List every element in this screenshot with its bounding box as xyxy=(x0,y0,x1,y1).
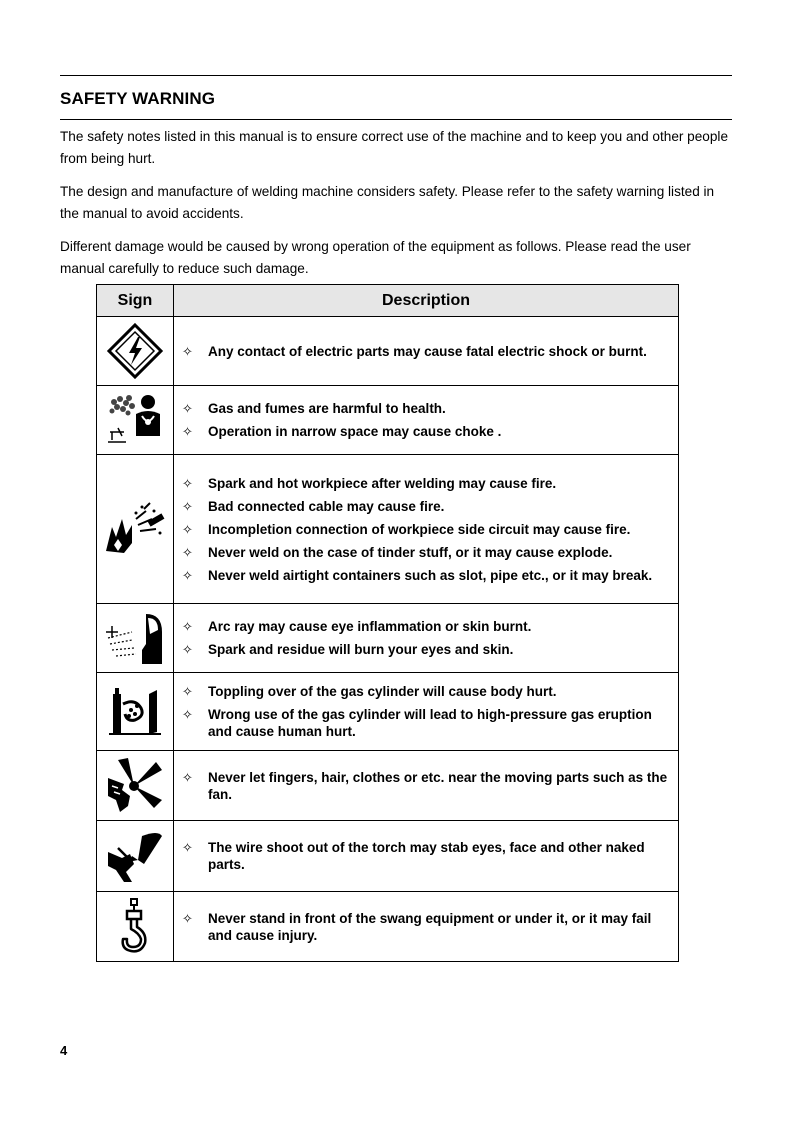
list-item: ✧ Spark and hot workpiece after welding may cause fire. xyxy=(182,475,557,491)
sign-column-header: Sign xyxy=(97,285,174,317)
page-number: 4 xyxy=(60,1043,68,1058)
bullet-icon: ✧ xyxy=(182,619,193,634)
bullet-icon: ✧ xyxy=(182,684,193,699)
table-row xyxy=(97,386,679,455)
intro-paragraph-2: The design and manufacture of welding machine considers safety. Please refer to the safety warning listed in the manual to avoid accidents. xyxy=(60,184,715,221)
list-item: ✧ Operation in narrow space may cause choke . xyxy=(182,424,502,439)
page-title: SAFETY WARNING xyxy=(60,89,216,108)
sign-cell xyxy=(97,673,174,751)
description-cell xyxy=(174,821,679,892)
intro-paragraph-3: Different damage would be caused by wrong operation of the equipment as follows. Please read the user manual carefully to reduce such damage. xyxy=(60,239,691,276)
sign-cell xyxy=(97,821,174,892)
sign-cell xyxy=(97,386,174,455)
sign-cell xyxy=(97,751,174,821)
crane-hook-icon xyxy=(115,897,155,957)
bullet-icon: ✧ xyxy=(182,401,193,416)
bullet-icon: ✧ xyxy=(182,840,193,855)
description-cell xyxy=(174,892,679,962)
list-item: ✧ Incompletion connection of workpiece side circuit may cause fire. xyxy=(182,521,631,537)
moving-parts-icon xyxy=(104,756,166,816)
safety-table xyxy=(96,284,679,962)
fumes-icon xyxy=(104,392,166,448)
arc-ray-icon xyxy=(102,610,168,666)
bullet-icon: ✧ xyxy=(182,521,193,537)
list-item: ✧ Gas and fumes are harmful to health. xyxy=(182,401,446,416)
electric-shock-icon xyxy=(107,323,163,379)
list-item: ✧ Any contact of electric parts may cause fatal electric shock or burnt. xyxy=(182,343,647,359)
sign-cell xyxy=(97,317,174,386)
table-row xyxy=(97,751,679,821)
description-cell xyxy=(174,751,679,821)
bullet-icon: ✧ xyxy=(182,769,193,785)
description-cell xyxy=(174,317,679,386)
table-row xyxy=(97,317,679,386)
list-item: ✧ Spark and residue will burn your eyes and skin. xyxy=(182,642,514,657)
description-cell xyxy=(174,455,679,604)
list-item: ✧ Never let fingers, hair, clothes or etc. near the moving parts such as the fan. xyxy=(182,769,668,802)
wire-torch-icon xyxy=(104,828,166,884)
sign-cell xyxy=(97,892,174,962)
description-column-header: Description xyxy=(174,285,679,317)
intro-paragraph-1: The safety notes listed in this manual is to ensure correct use of the machine and to keep you and other people from being hurt. xyxy=(60,129,729,166)
description-cell xyxy=(174,673,679,751)
bullet-icon: ✧ xyxy=(182,475,193,491)
bullet-icon: ✧ xyxy=(182,424,193,439)
table-header-row xyxy=(97,285,679,317)
list-item: ✧ Arc ray may cause eye inflammation or skin burnt. xyxy=(182,619,532,634)
bullet-icon: ✧ xyxy=(182,642,193,657)
bullet-icon: ✧ xyxy=(182,343,193,359)
list-item: ✧ Toppling over of the gas cylinder will cause body hurt. xyxy=(182,684,557,699)
bullet-icon: ✧ xyxy=(182,544,193,560)
description-cell xyxy=(174,604,679,673)
bullet-icon: ✧ xyxy=(182,567,193,583)
gas-cylinder-icon xyxy=(105,684,165,740)
list-item: ✧ Wrong use of the gas cylinder will lead to high-pressure gas eruption and cause human hurt. xyxy=(182,707,652,739)
bullet-icon: ✧ xyxy=(182,707,193,722)
list-item: ✧ Never weld on the case of tinder stuff, or it may cause explode. xyxy=(182,544,613,560)
table-row xyxy=(97,455,679,604)
bullet-icon: ✧ xyxy=(182,910,193,926)
title-rule xyxy=(60,119,732,120)
table-row xyxy=(97,821,679,892)
top-rule xyxy=(60,75,732,76)
table-row xyxy=(97,892,679,962)
list-item: ✧ Never weld airtight containers such as slot, pipe etc., or it may break. xyxy=(182,567,653,583)
description-cell xyxy=(174,386,679,455)
list-item: ✧ Never stand in front of the swang equipment or under it, or it may fail and cause injury. xyxy=(182,910,652,943)
sign-cell xyxy=(97,604,174,673)
list-item: ✧ Bad connected cable may cause fire. xyxy=(182,498,445,514)
sign-cell xyxy=(97,455,174,604)
table-row xyxy=(97,604,679,673)
table-row xyxy=(97,673,679,751)
list-item: ✧ The wire shoot out of the torch may stab eyes, face and other naked parts. xyxy=(182,840,645,872)
fire-hazard-icon xyxy=(102,499,168,559)
bullet-icon: ✧ xyxy=(182,498,193,514)
